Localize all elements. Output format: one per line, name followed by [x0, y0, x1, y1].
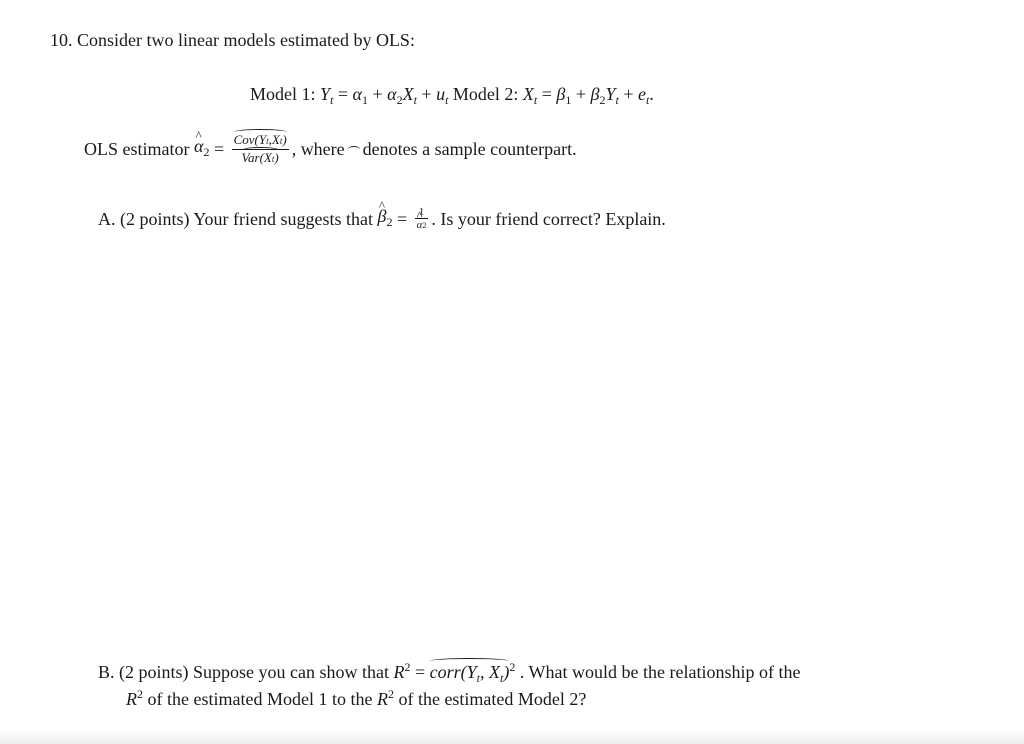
- question-number: 10.: [50, 30, 73, 50]
- model2-equation: $X_t = \beta_1 + \beta_2Y_t + e_t$.: [522, 84, 654, 107]
- question-header: [50, 29, 415, 51]
- part-a-label: A.: [98, 209, 116, 229]
- model-equations: [250, 83, 654, 111]
- part-b-line2-end: of the estimated Model 2?: [398, 689, 587, 709]
- part-b-line2-mid: of the estimated Model 1 to the: [147, 689, 373, 709]
- estimator-where: , where: [291, 139, 345, 159]
- estimator-suffix: denotes a sample counterpart.: [362, 139, 577, 159]
- part-b-label: B.: [98, 662, 115, 682]
- r-squared-equation: $R^2$ = $corr(Y_t$, $X_t)^2$: [394, 662, 520, 682]
- model1-label: Model 1:: [250, 84, 316, 104]
- estimator-fraction: $\frac{\text{Cov(Yt,Xt)}}{\text{Var(Xt)}}$: [233, 131, 287, 165]
- part-b-suffix: . What would be the relationship of the: [519, 662, 801, 682]
- question-intro: Consider two linear models estimated by OLS:: [77, 30, 415, 50]
- part-a-question: . Is your friend correct? Explain.: [431, 209, 666, 229]
- ols-estimator-line: OLS estimator ^ $\alpha_2$ = $\frac{\text{Cov(Yt,Xt)}}{\text{Var(Xt)}}$ , where denotes a sample counterpart.: [84, 131, 577, 167]
- part-a-points: (2 points) Your friend suggests that: [120, 209, 373, 229]
- reciprocal-fraction: 1 ^ α2: [415, 206, 429, 232]
- part-a: A. (2 points) Your friend suggests that ^ $\beta_2$ = 1 ^ α2 . Is your friend correct? Explain.: [98, 201, 666, 237]
- part-b-line2: $R^2$ of the estimated Model 1 to the $R^2$ of the estimated Model 2?: [126, 687, 587, 709]
- hat-symbol-icon: [348, 146, 360, 153]
- estimator-prefix: OLS estimator: [84, 139, 190, 159]
- r-squared-symbol-1: R: [126, 689, 137, 709]
- alpha2-hat: ^ $\alpha_2$: [194, 135, 209, 163]
- model1-equation: $Y_t = \alpha_1 + \alpha_2X_t + u_t$: [320, 84, 449, 107]
- model2-label: Model 2:: [452, 84, 519, 104]
- bottom-shade: [0, 730, 1024, 744]
- beta2-hat: ^ $\beta_2$: [378, 205, 393, 233]
- r-squared-symbol-2: R: [376, 689, 388, 709]
- part-b-prefix: (2 points) Suppose you can show that: [119, 662, 389, 682]
